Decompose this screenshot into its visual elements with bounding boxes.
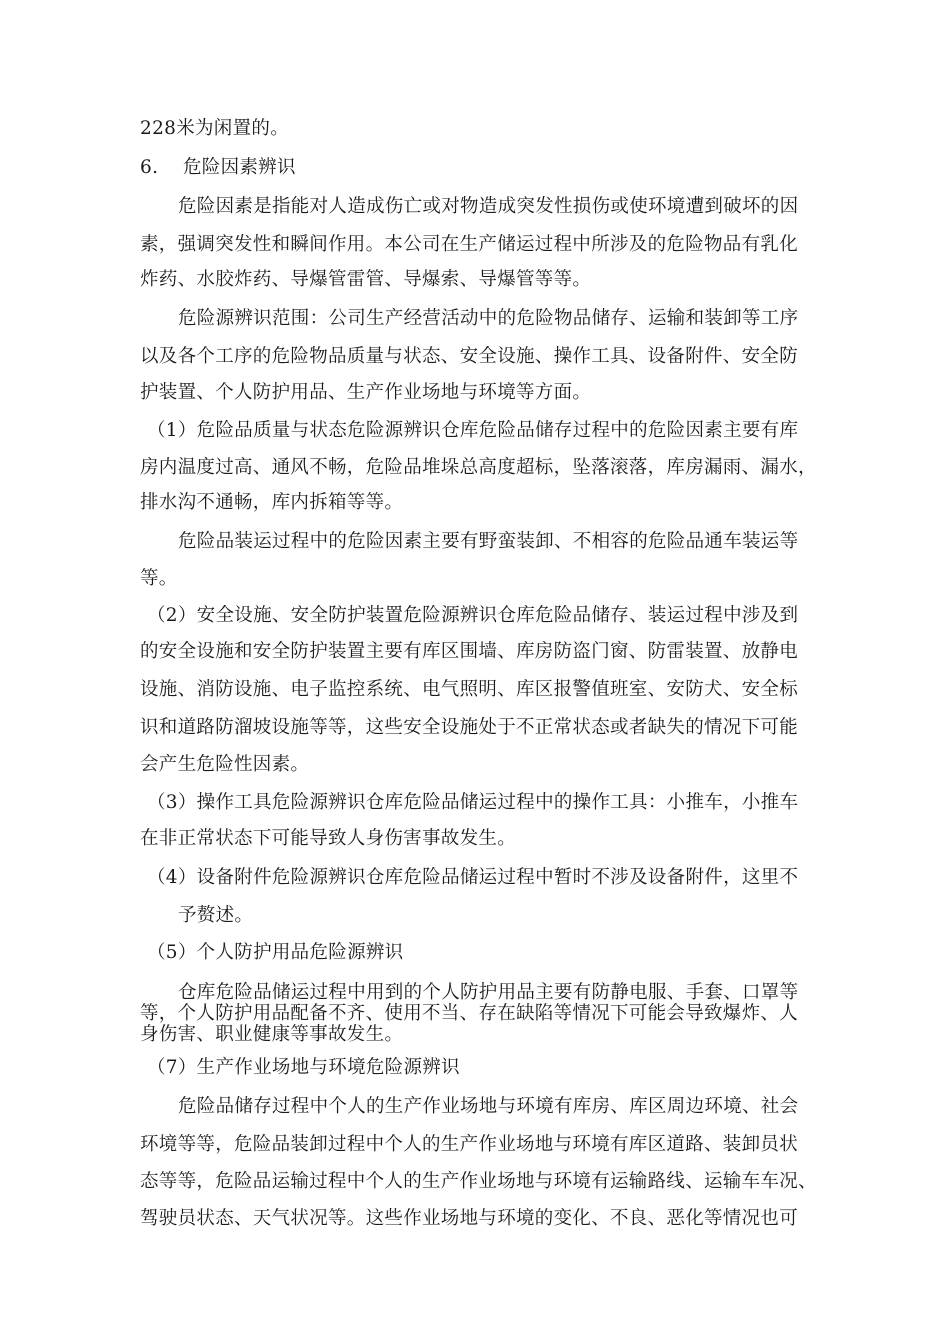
paragraph-line: 危险源辨识范围：公司生产经营活动中的危险物品储存、运输和装卸等工序	[178, 308, 799, 329]
list-item-heading: （2）安全设施、安全防护装置危险源辨识仓库危险品储存、装运过程中涉及到	[147, 605, 799, 626]
paragraph-line: 仓库危险品储运过程中用到的个人防护用品主要有防静电服、手套、口罩等	[178, 982, 799, 1003]
paragraph-line: 等。	[140, 568, 178, 589]
paragraph-line: 环境等等，危险品装卸过程中个人的生产作业场地与环境有库区道路、装卸员状	[140, 1134, 799, 1155]
paragraph-line: 在非正常状态下可能导致人身伤害事故发生。	[140, 828, 517, 849]
paragraph-line: 房内温度过高、通风不畅，危险品堆垛总高度超标，坠落滚落，库房漏雨、漏水，	[140, 457, 817, 478]
paragraph-line: 识和道路防溜坡设施等等，这些安全设施处于不正常状态或者缺失的情况下可能	[140, 717, 799, 738]
paragraph-line: 态等等，危险品运输过程中个人的生产作业场地与环境有运输路线、运输车车况、	[140, 1171, 817, 1192]
paragraph-line: 排水沟不通畅，库内拆箱等等。	[140, 492, 404, 513]
paragraph-line: 危险品装运过程中的危险因素主要有野蛮装卸、不相容的危险品通车装运等	[178, 531, 799, 552]
paragraph-line: 等，个人防护用品配备不齐、使用不当、存在缺陷等情况下可能会导致爆炸、人	[140, 1003, 799, 1024]
paragraph-line: 危险因素是指能对人造成伤亡或对物造成突发性损伤或使环境遭到破坏的因	[178, 196, 799, 217]
paragraph-line: 炸药、水胶炸药、导爆管雷管、导爆索、导爆管等等。	[140, 269, 592, 290]
paragraph-line: 的安全设施和安全防护装置主要有库区围墙、库房防盗门窗、防雷装置、放静电	[140, 641, 799, 662]
list-item-heading: （1）危险品质量与状态危险源辨识仓库危险品储存过程中的危险因素主要有库	[147, 420, 799, 441]
section-heading: 6. 危险因素辨识	[140, 157, 296, 178]
list-item-heading: （7）生产作业场地与环境危险源辨识	[147, 1057, 460, 1078]
paragraph-line: 护装置、个人防护用品、生产作业场地与环境等方面。	[140, 382, 592, 403]
paragraph-line: 会产生危险性因素。	[140, 754, 310, 775]
text-line: 228米为闲置的。	[140, 118, 290, 139]
paragraph-line: 素，强调突发性和瞬间作用。本公司在生产储运过程中所涉及的危险物品有乳化	[140, 234, 799, 255]
list-item-heading: （3）操作工具危险源辨识仓库危险品储运过程中的操作工具：小推车，小推车	[147, 792, 799, 813]
paragraph-line: 予赘述。	[178, 905, 254, 926]
list-item-heading: （5）个人防护用品危险源辨识	[147, 942, 404, 963]
paragraph-line: 危险品储存过程中个人的生产作业场地与环境有库房、库区周边环境、社会	[178, 1096, 799, 1117]
paragraph-line: 驾驶员状态、天气状况等。这些作业场地与环境的变化、不良、恶化等情况也可	[140, 1208, 799, 1229]
list-item-heading: （4）设备附件危险源辨识仓库危险品储运过程中暂时不涉及设备附件，这里不	[147, 867, 799, 888]
paragraph-line: 以及各个工序的危险物品质量与状态、安全设施、操作工具、设备附件、安全防	[140, 346, 799, 367]
paragraph-line: 身伤害、职业健康等事故发生。	[140, 1024, 404, 1045]
paragraph-line: 设施、消防设施、电子监控系统、电气照明、库区报警值班室、安防犬、安全标	[140, 679, 799, 700]
